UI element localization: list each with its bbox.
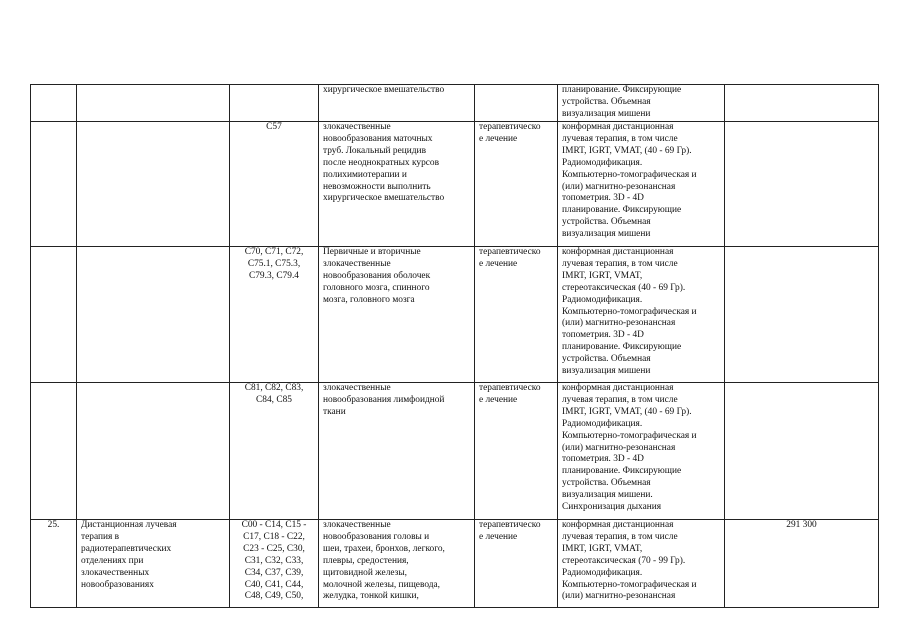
icd-codes-cell: C81, C82, C83, C84, C85	[230, 383, 319, 520]
table-row	[31, 122, 879, 247]
treatment-method-cell: конформная дистанционная лучевая терапия, в том числе IMRT, IGRT, VMAT, стереотаксическая (40 - 69 Гр). Радиомодификация. Компьютерно-томографическая и (или) магнитно-резонансная топометрия. 3D - 4D планирование. Фиксирующие устройства. Объемная визуализация мишени	[558, 247, 725, 383]
table-row	[31, 383, 879, 520]
treatment-table	[30, 84, 879, 608]
price-cell	[725, 383, 879, 520]
price-cell	[725, 85, 879, 122]
care-type-cell	[77, 85, 230, 122]
row-number-cell	[31, 122, 77, 247]
treatment-method-cell: конформная дистанционная лучевая терапия, в том числе IMRT, IGRT, VMAT, стереотаксическая (70 - 99 Гр). Радиомодификация. Компьютерно-томографическая и (или) магнитно-резонансная	[558, 520, 725, 608]
treatment-type-cell: терапевтическо е лечение	[475, 122, 558, 247]
care-type-cell	[77, 383, 230, 520]
row-number-cell	[31, 383, 77, 520]
price-cell: 291 300	[725, 520, 879, 608]
treatment-type-cell: терапевтическо е лечение	[475, 247, 558, 383]
patient-model-cell: Первичные и вторичные злокачественные новообразования оболочек головного мозга, спинного мозга, головного мозга	[319, 247, 475, 383]
treatment-method-cell: конформная дистанционная лучевая терапия, в том числе IMRT, IGRT, VMAT, (40 - 69 Гр). Радиомодификация. Компьютерно-томографическая и (или) магнитно-резонансная топометрия. 3D - 4D планирование. Фиксирующие устройства. Объемная визуализация мишени	[558, 122, 725, 247]
care-type-cell	[77, 122, 230, 247]
icd-codes-cell	[230, 85, 319, 122]
patient-model-cell: злокачественные новообразования маточных труб. Локальный рецидив после неоднократных курсов полихимиотерапии и невозможности выполнить хирургическое вмешательство	[319, 122, 475, 247]
row-number-cell: 25.	[31, 520, 77, 608]
treatment-method-cell: конформная дистанционная лучевая терапия, в том числе IMRT, IGRT, VMAT, (40 - 69 Гр). Радиомодификация. Компьютерно-томографическая и (или) магнитно-резонансная топометрия. 3D - 4D планирование. Фиксирующие устройства. Объемная визуализация мишени. Синхронизация дыхания	[558, 383, 725, 520]
treatment-type-cell: терапевтическо е лечение	[475, 383, 558, 520]
price-cell	[725, 122, 879, 247]
row-number-cell	[31, 247, 77, 383]
row-number-cell	[31, 85, 77, 122]
treatment-type-cell: терапевтическо е лечение	[475, 520, 558, 608]
table-row	[31, 247, 879, 383]
care-type-cell: Дистанционная лучевая терапия в радиотерапевтических отделениях при злокачественных новообразованиях	[77, 520, 230, 608]
table-row	[31, 520, 879, 608]
patient-model-cell: злокачественные новообразования лимфоидной ткани	[319, 383, 475, 520]
price-cell	[725, 247, 879, 383]
treatment-method-cell: планирование. Фиксирующие устройства. Объемная визуализация мишени	[558, 85, 725, 122]
icd-codes-cell: C70, C71, C72, C75.1, C75.3, C79.3, C79.4	[230, 247, 319, 383]
care-type-cell	[77, 247, 230, 383]
icd-codes-cell: C00 - C14, C15 - C17, C18 - C22, C23 - C25, C30, C31, C32, C33, C34, C37, C39, C40, C41, C44, C48, C49, C50,	[230, 520, 319, 608]
treatment-type-cell	[475, 85, 558, 122]
table-row	[31, 85, 879, 122]
patient-model-cell: хирургическое вмешательство	[319, 85, 475, 122]
patient-model-cell: злокачественные новообразования головы и шеи, трахеи, бронхов, легкого, плевры, средостения, щитовидной железы, молочной железы, пищевода, желудка, тонкой кишки,	[319, 520, 475, 608]
icd-codes-cell: C57	[230, 122, 319, 247]
